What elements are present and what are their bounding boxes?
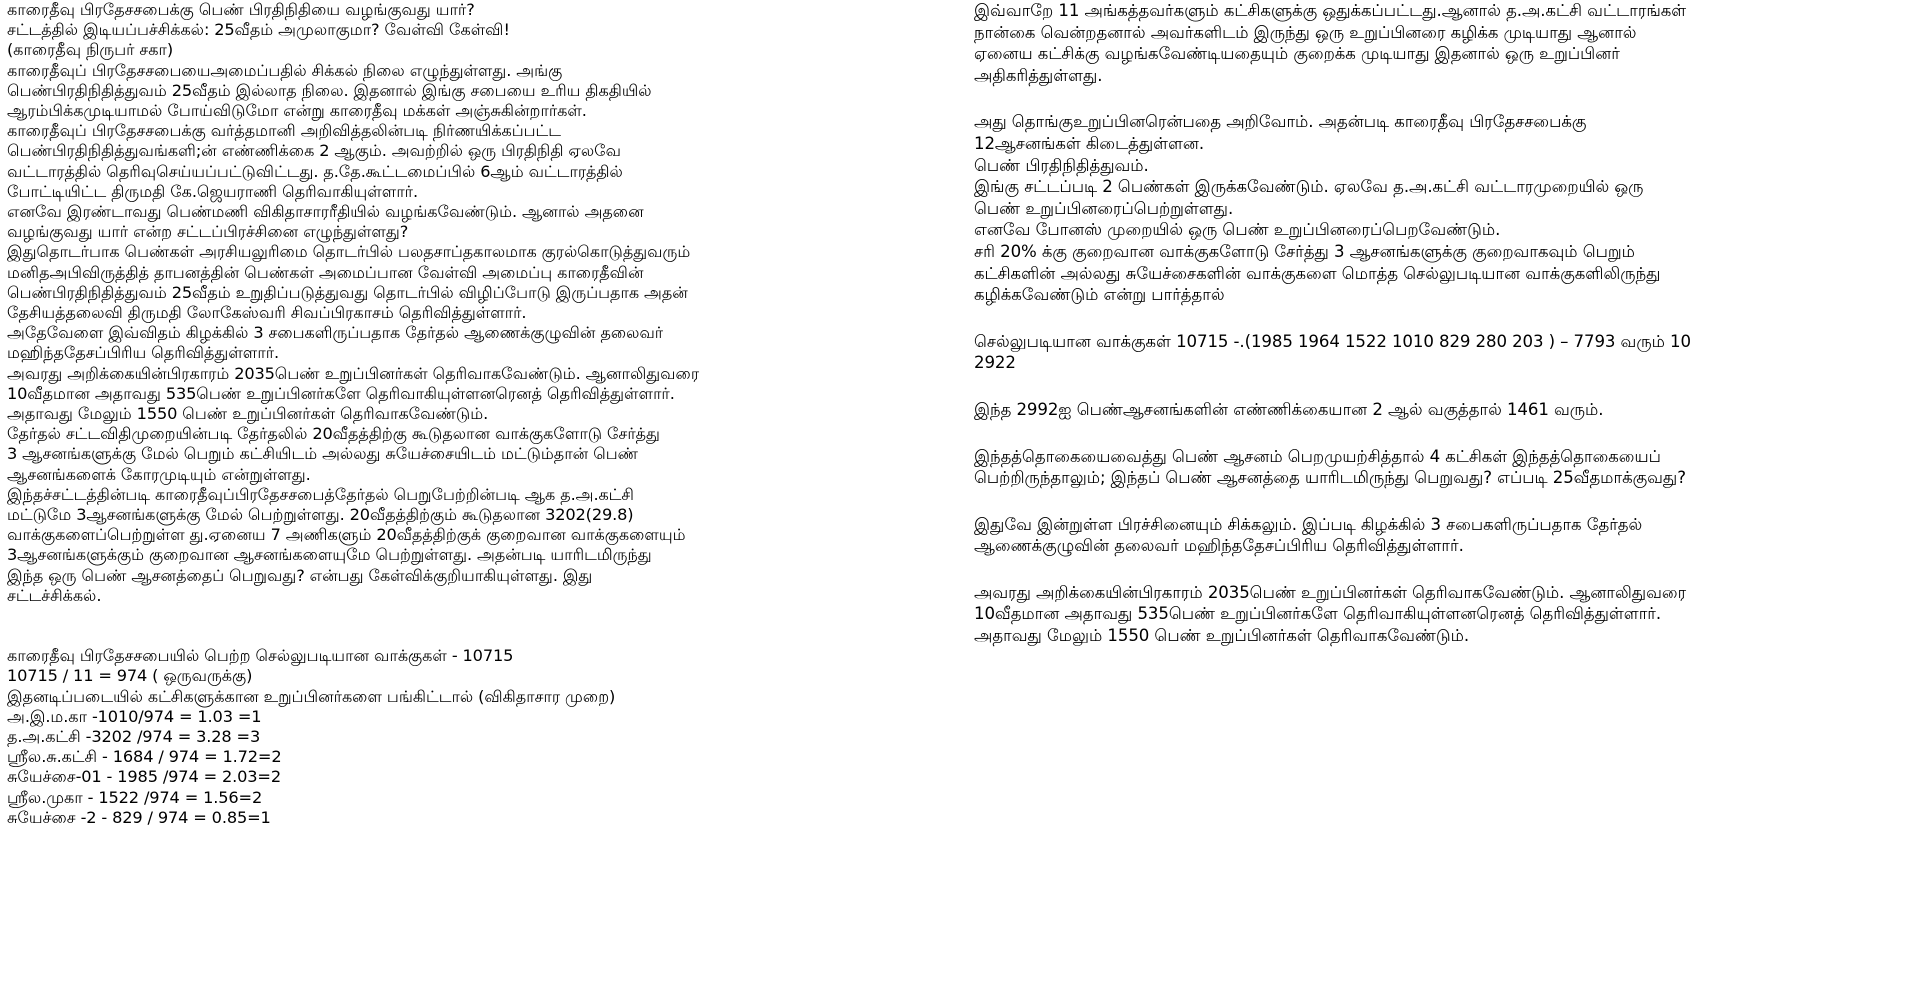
headline: காரைதீவு பிரதேசசபைக்கு பெண் பிரதிநிதியை வழங்குவது யார்? (7, 0, 475, 19)
text-line: பெண் பிரதிநிதித்துவம். (974, 155, 1149, 175)
calc-line: காரைதீவு பிரதேசசபையில் பெற்ற செல்லுபடியான வாக்குகள் - 10715 (7, 646, 514, 666)
calc-line: த.அ.கட்சி -3202 /974 = 3.28 =3 (7, 726, 261, 746)
text-line: இந்தத்தொகையைவைத்து பெண் ஆசனம் பெறமுயற்சித்தால் 4 கட்சிகள் இந்தத்தொகையைப் (974, 446, 1661, 466)
text-line: 3 ஆசனங்களுக்கு மேல் பெறும் கட்சியிடம் அல்லது சுயேச்சையிடம் மட்டும்தான் பெண் (7, 444, 639, 464)
paragraph-1 (974, 0, 1914, 86)
text-line: அவரது அறிக்கையின்பிரகாரம் 2035பெண் உறுப்பினர்கள் தெரிவாகவேண்டும். ஆனாலிதுவரை (974, 582, 1687, 602)
text-line: எனவே இரண்டாவது பெண்மணி விகிதாசாரரீதியில் வழங்கவேண்டும். ஆனால் அதனை (7, 202, 644, 222)
spacer (974, 374, 1914, 399)
text-line: செல்லுபடியான வாக்குகள் 10715 -.(1985 1964 1522 1010 829 280 203 ) – 7793 வரும் 10 (974, 331, 1691, 351)
text-line: பெண்பிரதிநிதித்துவங்களி;ன் எண்ணிக்கை 2 ஆகும். அவற்றில் ஒரு பிரதிநிதி ஏலவே (7, 141, 621, 161)
paragraph-6 (974, 514, 1914, 557)
spacer (974, 306, 1914, 331)
calc-line: சுயேச்சை-01 - 1985 /974 = 2.03=2 (7, 767, 281, 787)
text-line: ஆசனங்களைக் கோரமுடியும் என்றுள்ளது. (7, 464, 311, 484)
text-line: காரைதீவுப் பிரதேசசபைக்கு வர்த்தமானி அறிவித்தலின்படி நிர்ணயிக்கப்பட்ட (7, 121, 562, 141)
text-line: ஆணைக்குழுவின் தலைவர் மஹிந்ததேசப்பிரிய தெரிவித்துள்ளார். (974, 536, 1464, 556)
text-line: தேசியத்தலைவி திருமதி லோகேஸ்வரி சிவப்பிரகாசம் தெரிவித்துள்ளார். (7, 303, 527, 323)
text-line: இந்தச்சட்டத்தின்படி காரைதீவுப்பிரதேசசபைத்தேர்தல் பெறுபேற்றின்படி ஆக த.அ.கட்சி (7, 484, 634, 504)
text-line: 12ஆசனங்கள் கிடைத்துள்ளன. (974, 133, 1205, 153)
paragraph-4 (974, 399, 1914, 421)
text-line: 10வீதமான அதாவது 535பெண் உறுப்பினர்களே தெரிவாகியுள்ளனரெனத் தெரிவித்துள்ளார். (7, 383, 675, 403)
left-column (7, 0, 957, 828)
article-body-left (7, 0, 957, 606)
text-line: அதேவேளை இவ்விதம் கிழக்கில் 3 சபைகளிருப்பதாக தேர்தல் ஆணைக்குழுவின் தலைவர் (7, 323, 664, 343)
text-line: அதிகரித்துள்ளது. (974, 65, 1103, 85)
paragraph-3 (974, 331, 1914, 374)
subheadline: சட்டத்தில் இடியப்பச்சிக்கல்: 25வீதம் அமுலாகுமா? வேள்வி கேள்வி! (7, 20, 510, 40)
paragraph-5 (974, 446, 1914, 489)
spacer (974, 489, 1914, 514)
text-line: கட்சிகளின் அல்லது சுயேச்சைகளின் வாக்குகளை மொத்த செல்லுபடியான வாக்குகளிலிருந்து (974, 263, 1661, 283)
text-line: எனவே போனஸ் முறையில் ஒரு பெண் உறுப்பினரைப்பெறவேண்டும். (974, 220, 1501, 240)
spacer (974, 86, 1914, 111)
text-line: 2922 (974, 353, 1016, 373)
text-line: சட்டச்சிக்கல். (7, 585, 102, 605)
text-line: அவரது அறிக்கையின்பிரகாரம் 2035பெண் உறுப்பினர்கள் தெரிவாகவேண்டும். ஆனாலிதுவரை (7, 363, 700, 383)
text-line: சரி 20% க்கு குறைவான வாக்குகளோடு சேர்த்து 3 ஆசனங்களுக்கு குறைவாகவும் பெறும் (974, 241, 1635, 261)
text-line: நான்கை வென்றதனால் அவர்களிடம் இருந்து ஒரு உறுப்பினரை கழிக்க முடியாது ஆனால் (974, 22, 1637, 42)
text-line: அதாவது மேலும் 1550 பெண் உறுப்பினர்கள் தெரிவாகவேண்டும். (7, 404, 489, 424)
text-line: ஏனைய கட்சிக்கு வழங்கவேண்டியதையும் குறைக்க முடியாது இதனால் ஒரு உறுப்பினர் (974, 44, 1620, 64)
text-line: இதுதொடர்பாக பெண்கள் அரசியலுரிமை தொடர்பில் பலதசாப்தகாலமாக குரல்கொடுத்துவரும் (7, 242, 691, 262)
spacer (974, 557, 1914, 582)
spacer (974, 421, 1914, 446)
text-line: இவ்வாறே 11 அங்கத்தவர்களும் கட்சிகளுக்கு ஒதுக்கப்பட்டது.ஆனால் த.அ.கட்சி வட்டாரங்கள் (974, 1, 1687, 20)
byline: (காரைதீவு நிருபர் சகா) (7, 40, 174, 60)
text-line: வாக்குகளைப்பெற்றுள்ள து.ஏனைய 7 அணிகளும் 20வீதத்திற்குக் குறைவான வாக்குகளையும் (7, 525, 686, 545)
text-line: போட்டியிட்ட திருமதி கே.ஜெயராணி தெரிவாகியுள்ளார். (7, 181, 418, 201)
calc-line: ஸ்ரீல.முகா - 1522 /974 = 1.56=2 (7, 787, 263, 807)
text-line: மஹிந்ததேசப்பிரிய தெரிவித்துள்ளார். (7, 343, 279, 363)
text-line: ஆரம்பிக்கமுடியாமல் போய்விடுமோ என்று காரைதீவு மக்கள் அஞ்சுகின்றார்கள். (7, 101, 587, 121)
text-line: அதாவது மேலும் 1550 பெண் உறுப்பினர்கள் தெரிவாகவேண்டும். (974, 626, 1470, 646)
calc-line: அ.இ.ம.கா -1010/974 = 1.03 =1 (7, 706, 262, 726)
paragraph-7 (974, 582, 1914, 647)
text-line: இந்த ஒரு பெண் ஆசனத்தைப் பெறுவது? என்பது கேள்விக்குறியாகியுள்ளது. இது (7, 565, 593, 585)
text-line: பெண்பிரதிநிதித்துவம் 25வீதம் இல்லாத நிலை. இதனால் இங்கு சபையை உரிய திகதியில் (7, 80, 652, 100)
text-line: இதுவே இன்றுள்ள பிரச்சினையும் சிக்கலும். இப்படி கிழக்கில் 3 சபைகளிருப்பதாக தேர்தல் (974, 514, 1643, 534)
right-column (974, 0, 1914, 647)
text-line: வழங்குவது யார் என்ற சட்டப்பிரச்சினை எழுந்துள்ளது? (7, 222, 409, 242)
calc-line: இதனடிப்படையில் கட்சிகளுக்கான உறுப்பினர்களை பங்கிட்டால் (விகிதாசார முறை) (7, 686, 616, 706)
calc-line: 10715 / 11 = 974 ( ஒருவருக்கு) (7, 666, 253, 686)
text-line: கழிக்கவேண்டும் என்று பார்த்தால் (974, 285, 1225, 305)
text-line: தேர்தல் சட்டவிதிமுறையின்படி தேர்தலில் 20வீதத்திற்கு கூடுதலான வாக்குகளோடு சேர்த்து (7, 424, 660, 444)
text-line: இங்கு சட்டப்படி 2 பெண்கள் இருக்கவேண்டும். ஏலவே த.அ.கட்சி வட்டாரமுறையில் ஒரு (974, 177, 1644, 197)
text-line: பெண்பிரதிநிதித்துவம் 25வீதம் உறுதிப்படுத்துவது தொடர்பில் விழிப்போடு இருப்பதாக அதன் (7, 282, 688, 302)
text-line: பெண் உறுப்பினரைப்பெற்றுள்ளது. (974, 198, 1234, 218)
vote-calculation (7, 646, 957, 828)
text-line: மனிதஅபிவிருத்தித் தாபனத்தின் பெண்கள் அமைப்பான வேள்வி அமைப்பு காரைதீவின் (7, 262, 644, 282)
paragraph-2 (974, 111, 1914, 305)
text-line: பெற்றிருந்தாலும்; இந்தப் பெண் ஆசனத்தை யாரிடமிருந்து பெறுவது? எப்படி 25வீதமாக்குவது? (974, 468, 1686, 488)
text-line: 3ஆசனங்களுக்கும் குறைவான ஆசனங்களையுமே பெற்றுள்ளது. அதன்படி யாரிடமிருந்து (7, 545, 652, 565)
text-line: மட்டுமே 3ஆசனங்களுக்கு மேல் பெற்றுள்ளது. 20வீதத்திற்கும் கூடுதலான 3202(29.8) (7, 505, 634, 525)
text-line: அது தொங்குஉறுப்பினரென்பதை அறிவோம். அதன்படி காரைதீவு பிரதேசசபைக்கு (974, 112, 1587, 132)
calc-line: சுயேச்சை -2 - 829 / 974 = 0.85=1 (7, 807, 271, 827)
spacer (7, 606, 957, 646)
calc-line: ஸ்ரீல.சு.கட்சி - 1684 / 974 = 1.72=2 (7, 747, 282, 767)
text-line: 10வீதமான அதாவது 535பெண் உறுப்பினர்களே தெரிவாகியுள்ளனரெனத் தெரிவித்துள்ளார். (974, 604, 1662, 624)
text-line: வட்டாரத்தில் தெரிவுசெய்யப்பட்டுவிட்டது. த.தே.கூட்டமைப்பில் 6ஆம் வட்டாரத்தில் (7, 161, 623, 181)
text-line: காரைதீவுப் பிரதேசசபையைஅமைப்பதில் சிக்கல் நிலை எழுந்துள்ளது. அங்கு (7, 60, 563, 80)
text-line: இந்த 2992ஐ பெண்ஆசனங்களின் எண்ணிக்கையான 2 ஆல் வகுத்தால் 1461 வரும். (974, 399, 1604, 419)
